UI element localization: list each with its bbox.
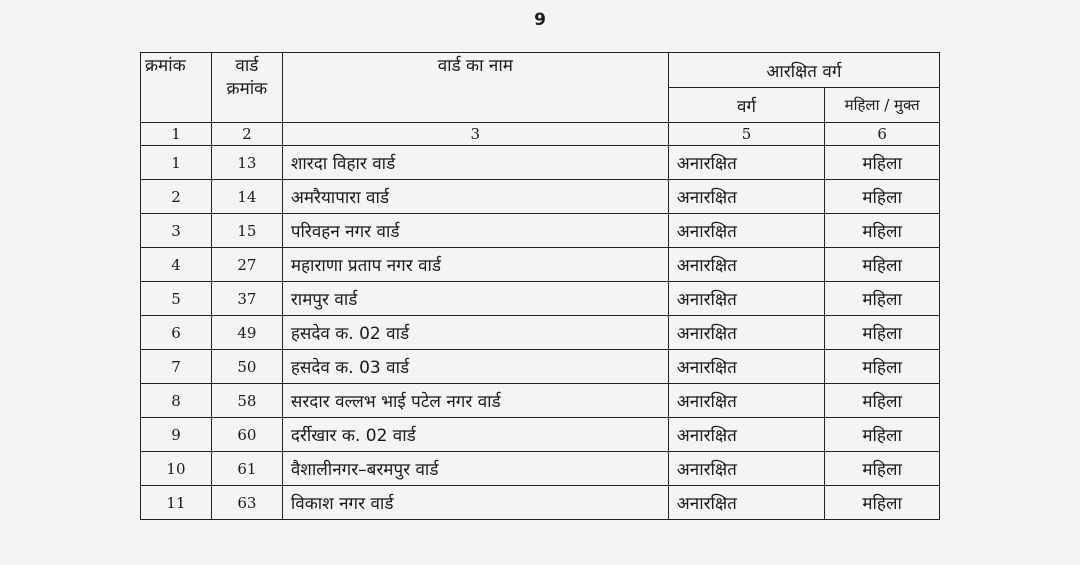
header-ward-name: वार्ड का नाम: [282, 53, 668, 123]
column-number: 6: [825, 123, 940, 146]
women-free-cell: महिला: [825, 452, 940, 486]
ward-name-cell: दर्रीखार क. 02 वार्ड: [282, 418, 668, 452]
table-row: [141, 282, 940, 316]
column-number-row: [141, 123, 940, 146]
serial-number-cell: 1: [141, 146, 212, 180]
category-cell: अनारक्षित: [668, 452, 824, 486]
category-cell: अनारक्षित: [668, 418, 824, 452]
header-row-1: [141, 53, 940, 88]
page-number: 9: [534, 10, 546, 30]
ward-reservation-table: [140, 52, 940, 520]
women-free-cell: महिला: [825, 248, 940, 282]
serial-number-cell: 8: [141, 384, 212, 418]
serial-number-cell: 3: [141, 214, 212, 248]
women-free-cell: महिला: [825, 214, 940, 248]
women-free-cell: महिला: [825, 418, 940, 452]
header-serial: क्रमांक: [141, 53, 212, 123]
ward-name-cell: वैशालीनगर–बरमपुर वार्ड: [282, 452, 668, 486]
women-free-cell: महिला: [825, 316, 940, 350]
ward-name-cell: रामपुर वार्ड: [282, 282, 668, 316]
category-cell: अनारक्षित: [668, 180, 824, 214]
serial-number-cell: 11: [141, 486, 212, 520]
table-row: [141, 180, 940, 214]
ward-name-cell: महाराणा प्रताप नगर वार्ड: [282, 248, 668, 282]
column-number: 2: [211, 123, 282, 146]
ward-number-cell: 61: [211, 452, 282, 486]
ward-name-cell: परिवहन नगर वार्ड: [282, 214, 668, 248]
ward-number-cell: 50: [211, 350, 282, 384]
table-row: [141, 350, 940, 384]
category-cell: अनारक्षित: [668, 282, 824, 316]
ward-name-cell: शारदा विहार वार्ड: [282, 146, 668, 180]
ward-number-cell: 37: [211, 282, 282, 316]
header-ward-no: वार्ड क्रमांक: [211, 53, 282, 123]
ward-number-cell: 60: [211, 418, 282, 452]
serial-number-cell: 7: [141, 350, 212, 384]
serial-number-cell: 10: [141, 452, 212, 486]
column-number: 3: [282, 123, 668, 146]
serial-number-cell: 5: [141, 282, 212, 316]
women-free-cell: महिला: [825, 486, 940, 520]
ward-name-cell: अमरैयापारा वार्ड: [282, 180, 668, 214]
women-free-cell: महिला: [825, 146, 940, 180]
table-row: [141, 486, 940, 520]
ward-number-cell: 58: [211, 384, 282, 418]
ward-name-cell: विकाश नगर वार्ड: [282, 486, 668, 520]
header-women-free: महिला / मुक्त: [825, 88, 940, 123]
category-cell: अनारक्षित: [668, 214, 824, 248]
table-row: [141, 316, 940, 350]
serial-number-cell: 2: [141, 180, 212, 214]
ward-name-cell: सरदार वल्लभ भाई पटेल नगर वार्ड: [282, 384, 668, 418]
serial-number-cell: 9: [141, 418, 212, 452]
category-cell: अनारक्षित: [668, 316, 824, 350]
header-category: वर्ग: [668, 88, 824, 123]
table-row: [141, 146, 940, 180]
category-cell: अनारक्षित: [668, 384, 824, 418]
header-reserved: आरक्षित वर्ग: [668, 53, 939, 88]
ward-number-cell: 15: [211, 214, 282, 248]
table-row: [141, 384, 940, 418]
women-free-cell: महिला: [825, 384, 940, 418]
ward-name-cell: हसदेव क. 02 वार्ड: [282, 316, 668, 350]
ward-number-cell: 13: [211, 146, 282, 180]
ward-number-cell: 63: [211, 486, 282, 520]
ward-name-cell: हसदेव क. 03 वार्ड: [282, 350, 668, 384]
category-cell: अनारक्षित: [668, 486, 824, 520]
category-cell: अनारक्षित: [668, 350, 824, 384]
table-row: [141, 452, 940, 486]
ward-number-cell: 27: [211, 248, 282, 282]
serial-number-cell: 6: [141, 316, 212, 350]
category-cell: अनारक्षित: [668, 248, 824, 282]
table-row: [141, 248, 940, 282]
serial-number-cell: 4: [141, 248, 212, 282]
table-row: [141, 418, 940, 452]
column-number: 1: [141, 123, 212, 146]
women-free-cell: महिला: [825, 282, 940, 316]
women-free-cell: महिला: [825, 180, 940, 214]
table-body: [141, 146, 940, 520]
category-cell: अनारक्षित: [668, 146, 824, 180]
ward-number-cell: 49: [211, 316, 282, 350]
table-row: [141, 214, 940, 248]
column-number: 5: [668, 123, 824, 146]
women-free-cell: महिला: [825, 350, 940, 384]
ward-number-cell: 14: [211, 180, 282, 214]
